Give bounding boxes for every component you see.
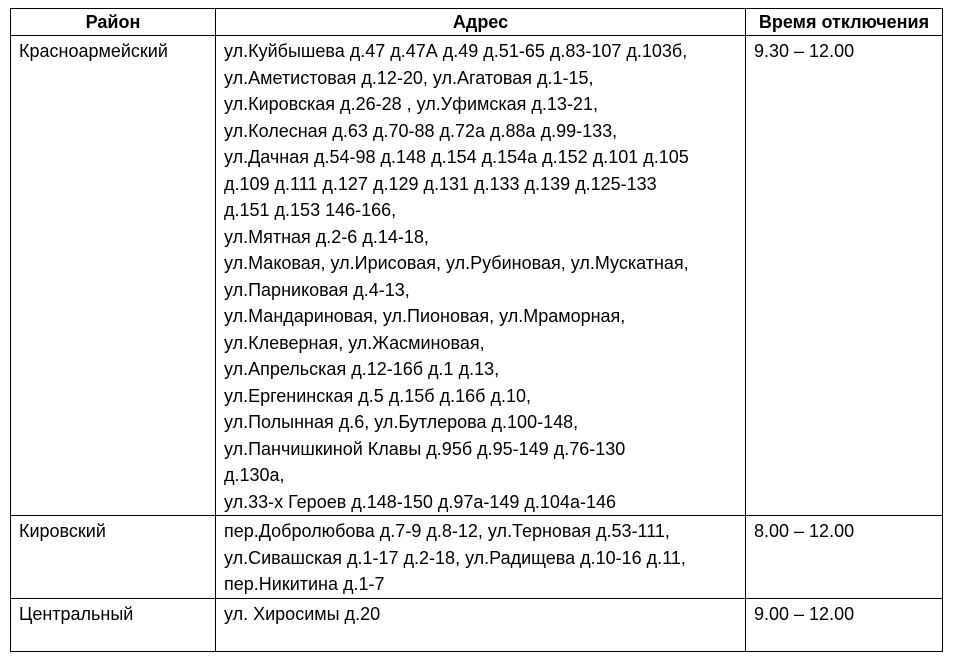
address-line: ул.Клеверная, ул.Жасминовая, [224,332,485,353]
table-row [11,598,943,651]
address-line: пер.Добролюбова д.7-9 д.8-12, ул.Терновая д.53-111, [224,521,670,541]
address-line: ул.Маковая, ул.Ирисовая, ул.Рубиновая, ул.Мускатная, [224,253,689,273]
time-cell: 8.00 – 12.00 [746,516,943,599]
address-line: д.151 д.153 146-166, [224,200,397,220]
address-line: ул.Панчишкиной Клавы д.95б д.95-149 д.76-130 [224,438,626,459]
address-cell [216,36,746,516]
address-line: ул.Ергенинская д.5 д.15б д.16б д.10, [224,385,531,406]
address-line: ул.Сивашская д.1-17 д.2-18, ул.Радищева д.10-16 д.11, [224,547,686,568]
address-line: ул.Куйбышева д.47 д.47А д.49 д.51-65 д.83-107 д.103б, [224,41,688,61]
outage-schedule-table [10,8,943,652]
address-line: пер.Никитина д.1-7 [224,574,385,594]
address-line: д.130а, [224,465,285,485]
address-line: ул.Кировская д.26-28 , ул.Уфимская д.13-21, [224,94,598,114]
district-cell: Кировский [11,516,216,599]
table-row [11,516,943,599]
address-cell [216,598,746,651]
address-line: ул.Колесная д.63 д.70-88 д.72а д.88а д.99-133, [224,120,618,141]
district-cell: Красноармейский [11,36,216,516]
time-cell: 9.00 – 12.00 [746,598,943,651]
address-cell [216,516,746,599]
header-row [11,9,943,36]
address-line: ул.Апрельская д.12-16б д.1 д.13, [224,359,500,379]
address-line: ул.Парниковая д.4-13, [224,279,410,300]
table-row [11,36,943,516]
address-line: ул.Дачная д.54-98 д.148 д.154 д.154а д.152 д.101 д.105 [224,147,689,167]
address-line: ул.Полынная д.6, ул.Бутлерова д.100-148, [224,412,579,432]
header-district: Район [11,9,216,36]
address-line: ул.33-х Героев д.148-150 д.97а-149 д.104а-146 [224,491,616,512]
address-line: ул.Аметистовая д.12-20, ул.Агатовая д.1-15, [224,67,594,88]
address-line: ул.Мятная д.2-6 д.14-18, [224,226,429,247]
header-address: Адрес [216,9,746,36]
address-line: д.109 д.111 д.127 д.129 д.131 д.133 д.139 д.125-133 [224,173,657,194]
address-line: ул. Хиросимы д.20 [224,603,381,624]
time-cell: 9.30 – 12.00 [746,36,943,516]
district-cell: Центральный [11,598,216,651]
header-time: Время отключения [746,9,943,36]
address-line: ул.Мандариновая, ул.Пионовая, ул.Мраморная, [224,306,626,326]
